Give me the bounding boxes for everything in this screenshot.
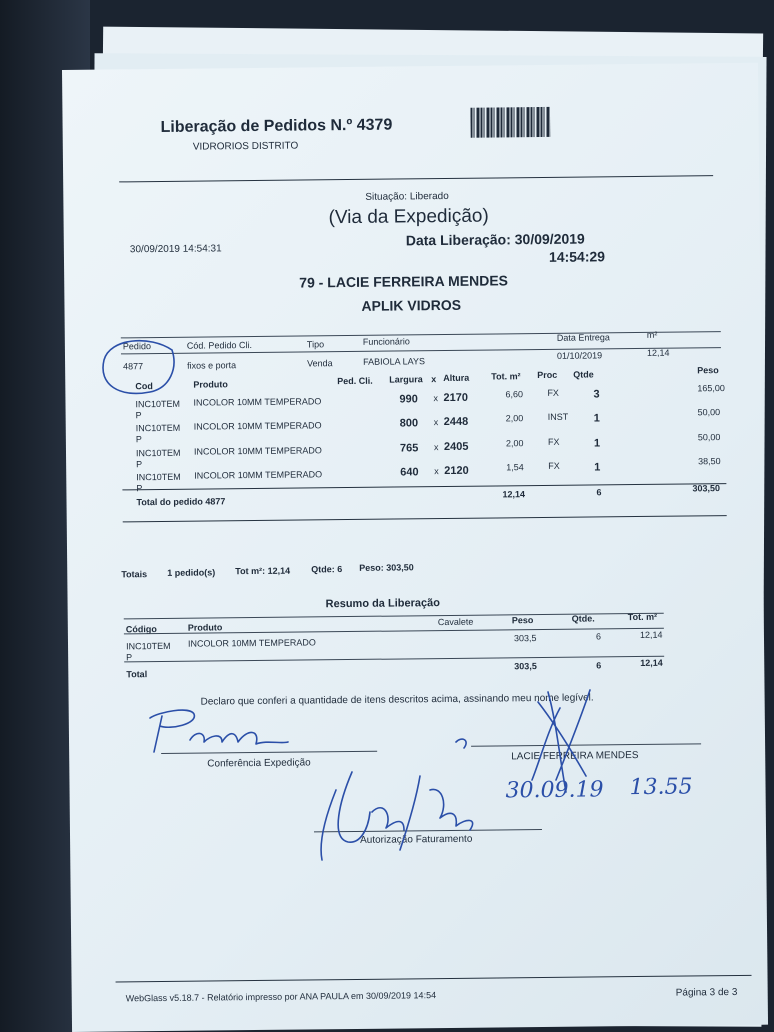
- item-x: x: [433, 442, 439, 453]
- item-altura: 2120: [444, 464, 469, 478]
- items-col-tot: Tot. m²: [491, 371, 521, 382]
- item-product: INCOLOR 10MM TEMPERADO: [193, 420, 322, 432]
- item-largura: 990: [399, 393, 418, 406]
- funcionario-value: FABIOLA LAYS: [363, 356, 425, 367]
- item-code-suffix: P: [136, 483, 143, 494]
- summary-row-peso: 303,5: [513, 633, 537, 644]
- client-signature: [456, 690, 590, 792]
- items-col-proc: Proc: [537, 369, 558, 381]
- document-title: Liberação de Pedidos N.º 4379: [160, 116, 393, 136]
- items-col-x: x: [431, 374, 437, 385]
- item-peso: 50,00: [697, 407, 721, 418]
- item-code: INC10TEM: [135, 398, 181, 410]
- item-largura: 765: [399, 442, 419, 455]
- col-funcionario: Funcionário: [362, 336, 410, 347]
- summary-title: Resumo da Liberação: [325, 597, 440, 611]
- summary-row-code: INC10TEM: [125, 640, 171, 652]
- item-proc: INST: [547, 411, 569, 422]
- items-col-cod: Cod: [135, 381, 153, 392]
- item-proc: FX: [547, 387, 559, 398]
- item-code: INC10TEM: [136, 471, 181, 483]
- client-name: 79 - LACIE FERREIRA MENDES: [299, 272, 509, 291]
- copy-label: (Via da Expedição): [328, 205, 489, 229]
- totals-peso: Peso: 303,50: [359, 562, 414, 573]
- summary-total-tot: 12,14: [640, 657, 663, 668]
- col-m2: m²: [646, 329, 658, 340]
- item-tot-m2: 2,00: [505, 413, 524, 424]
- summary-row-code-suffix: P: [126, 652, 133, 663]
- item-largura: 640: [400, 466, 419, 479]
- col-pedido: Pedido: [122, 341, 151, 352]
- items-col-qtde: Qtde: [573, 369, 594, 380]
- item-x: x: [434, 466, 439, 477]
- conferencia-label: Conferência Expedição: [207, 757, 311, 770]
- item-product: INCOLOR 10MM TEMPERADO: [194, 469, 323, 481]
- item-tot-m2: 6,60: [505, 389, 524, 400]
- item-peso: 38,50: [698, 456, 721, 467]
- pen-circle-mark: [103, 341, 174, 394]
- item-qtde: 3: [593, 388, 600, 401]
- client-signature-label: LACIE FERREIRA MENDES: [511, 750, 639, 763]
- totals-pedidos: 1 pedido(s): [167, 567, 216, 578]
- item-code-suffix: P: [135, 434, 142, 445]
- item-qtde: 1: [593, 437, 601, 450]
- item-code: INC10TEM: [135, 447, 181, 459]
- items-col-ped-cli: Ped. Cli.: [337, 375, 373, 387]
- tipo-value: Venda: [307, 358, 333, 369]
- print-datetime: 30/09/2019 14:54:31: [129, 243, 222, 256]
- item-qtde: 1: [594, 461, 601, 474]
- item-x: x: [433, 393, 439, 404]
- item-altura: 2448: [443, 415, 469, 429]
- summary-col-cavalete: Cavalete: [437, 616, 474, 628]
- totals-label: Totais: [121, 569, 148, 580]
- summary-col-produto: Produto: [187, 622, 223, 633]
- pedido-value: 4877: [123, 361, 144, 372]
- entrega-value: 01/10/2019: [556, 350, 603, 361]
- summary-col-qtde: Qtde.: [571, 613, 595, 624]
- company-name: VIDRORIOS DISTRITO: [192, 140, 299, 153]
- summary-row-qtde: 6: [595, 631, 602, 642]
- col-cod-cli: Cód. Pedido Cli.: [186, 340, 252, 351]
- col-tipo: Tipo: [306, 339, 325, 350]
- summary-col-tot: Tot. m²: [627, 611, 658, 623]
- item-altura: 2170: [443, 391, 469, 405]
- item-product: INCOLOR 10MM TEMPERADO: [193, 396, 322, 408]
- order-total-m2: 12,14: [502, 489, 526, 500]
- summary-total-qtde: 6: [596, 660, 602, 671]
- totals-m2: Tot m²: 12,14: [235, 565, 291, 577]
- order-total-label: Total do pedido 4877: [136, 496, 226, 508]
- item-code-suffix: P: [135, 410, 142, 421]
- summary-row-product: INCOLOR 10MM TEMPERADO: [187, 637, 316, 649]
- client-company: APLIK VIDROS: [361, 296, 462, 314]
- col-entrega: Data Entrega: [556, 332, 610, 343]
- item-proc: FX: [547, 436, 560, 447]
- item-code: INC10TEM: [135, 422, 181, 434]
- item-tot-m2: 2,00: [505, 438, 524, 449]
- items-col-peso: Peso: [697, 365, 719, 376]
- items-col-produto: Produto: [193, 379, 228, 390]
- handwritten-date: 30.09.19: [505, 777, 604, 804]
- summary-row-tot: 12,14: [639, 629, 663, 640]
- items-col-largura: Largura: [389, 374, 423, 385]
- summary-total-label: Total: [126, 669, 148, 680]
- order-total-peso: 303,50: [692, 483, 720, 494]
- footer-printed-by: WebGlass v5.18.7 - Relatório impresso por ANA PAULA em 30/09/2019 14:54: [125, 990, 437, 1004]
- footer-page: Página 3 de 3: [675, 986, 738, 999]
- summary-col-peso: Peso: [511, 615, 534, 626]
- totals-qtde: Qtde: 6: [311, 564, 343, 575]
- item-x: x: [433, 417, 439, 428]
- item-proc: FX: [548, 460, 560, 471]
- item-largura: 800: [399, 417, 419, 430]
- conferencia-signature: [150, 710, 288, 752]
- item-peso: 165,00: [697, 383, 725, 394]
- summary-col-codigo: Código: [125, 624, 157, 635]
- item-product: INCOLOR 10MM TEMPERADO: [193, 445, 322, 457]
- autorizacao-signature: [321, 772, 473, 860]
- m2-value: 12,14: [646, 347, 670, 358]
- cod-cli-value: fixos e porta: [187, 360, 237, 371]
- release-date: Data Liberação: 30/09/2019: [405, 230, 585, 249]
- summary-total-peso: 303,5: [514, 661, 537, 672]
- release-time: 14:54:29: [548, 248, 606, 265]
- item-peso: 50,00: [697, 432, 721, 443]
- item-altura: 2405: [443, 440, 469, 454]
- item-qtde: 1: [593, 412, 600, 425]
- handwritten-time: 13.55: [629, 774, 693, 801]
- item-code-suffix: P: [136, 459, 143, 470]
- order-total-qtde: 6: [596, 487, 602, 498]
- items-col-altura: Altura: [443, 372, 470, 384]
- situation: Situação: Liberado: [365, 190, 449, 203]
- declaration: Declaro que conferi a quantidade de itens descritos acima, assinando meu nome legível.: [200, 692, 594, 708]
- autorizacao-label: Autorização Faturamento: [360, 833, 473, 846]
- item-tot-m2: 1,54: [506, 462, 524, 473]
